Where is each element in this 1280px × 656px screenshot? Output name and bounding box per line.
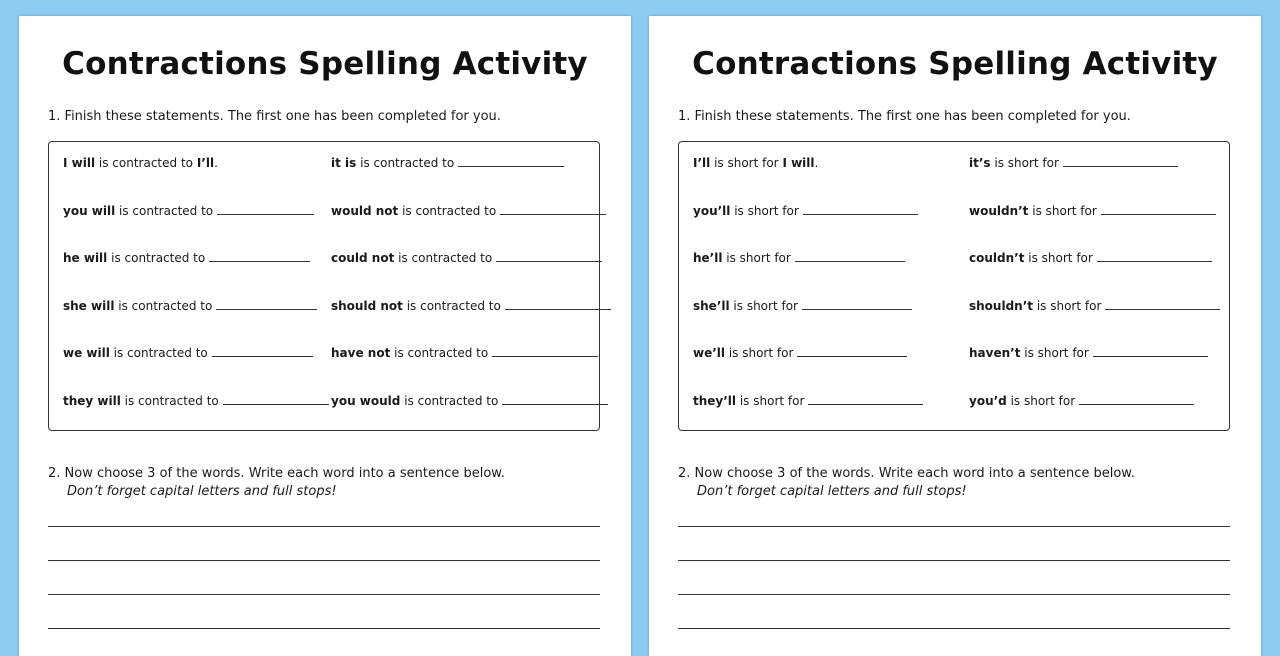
contraction-word: wouldn’t <box>969 203 1029 218</box>
contraction-word: would not <box>331 203 399 218</box>
contraction-word: he will <box>63 251 108 265</box>
statement-text: is short for <box>736 393 805 408</box>
answer-blank[interactable] <box>217 213 314 215</box>
contraction-word: we will <box>63 346 110 360</box>
statement-left <box>693 251 905 265</box>
answer-blank[interactable] <box>505 308 611 310</box>
statement-text: is contracted to <box>107 251 206 265</box>
statement-left <box>63 251 310 265</box>
worksheet-contracted <box>19 16 631 656</box>
question-1-instruction: 1. Finish these statements. The first one has been completed for you. <box>48 109 501 124</box>
statement-text: is contracted to <box>400 393 499 408</box>
statement-left <box>693 299 912 313</box>
question-2 <box>678 465 1135 501</box>
statement-right <box>331 204 606 218</box>
statement-right <box>331 156 564 170</box>
contraction-word: I will <box>63 156 96 170</box>
statement-text: is short for <box>1006 393 1076 408</box>
contraction-word: she will <box>63 298 115 313</box>
writing-line[interactable] <box>48 594 600 595</box>
answer-blank[interactable] <box>1105 308 1220 310</box>
statement-right <box>969 251 1212 265</box>
statement-text: is contracted to <box>95 156 197 170</box>
answer-blank[interactable] <box>502 403 608 405</box>
answer-blank[interactable] <box>216 308 317 310</box>
statement-text: is short for <box>710 156 783 170</box>
statement-tail: . <box>214 156 218 170</box>
statement-tail: . <box>814 156 819 170</box>
writing-line[interactable] <box>678 560 1230 561</box>
contraction-word: they’ll <box>693 393 737 408</box>
statement-right <box>969 346 1208 360</box>
answer-blank[interactable] <box>1097 260 1212 262</box>
statement-right <box>969 299 1220 313</box>
statement-left <box>63 204 314 218</box>
answer-blank[interactable] <box>803 213 918 215</box>
writing-line[interactable] <box>48 560 600 561</box>
statement-text: is contracted to <box>109 346 208 360</box>
statement-right <box>331 346 598 360</box>
contraction-word: you will <box>63 203 116 218</box>
answer-blank[interactable] <box>500 213 606 215</box>
question-2-instruction: 2. Now choose 3 of the words. Write each word into a sentence below. <box>48 466 505 481</box>
contraction-word: they will <box>63 393 121 408</box>
contraction-word: it’s <box>969 156 991 170</box>
statement-left <box>693 394 923 408</box>
statement-text: is short for <box>1020 346 1089 360</box>
question-2-instruction: 2. Now choose 3 of the words. Write each word into a sentence below. <box>678 466 1135 481</box>
statement-text: is contracted to <box>402 298 501 313</box>
answer-blank[interactable] <box>209 260 310 262</box>
question-2-note: Don’t forget capital letters and full stops! <box>697 484 967 499</box>
statement-text: is short for <box>730 203 799 218</box>
statement-text: is short for <box>729 298 798 313</box>
contraction-word: could not <box>331 251 395 265</box>
statement-left <box>693 346 907 360</box>
worksheet-title: Contractions Spelling Activity <box>692 46 1218 82</box>
contraction-word: couldn’t <box>969 251 1025 265</box>
answer-blank[interactable] <box>223 403 329 405</box>
statement-right <box>331 394 608 408</box>
writing-line[interactable] <box>678 526 1230 527</box>
statement-text: is short for <box>725 346 794 360</box>
contraction-word: haven’t <box>969 346 1021 360</box>
statement-text: is contracted to <box>398 203 497 218</box>
question-1-instruction: 1. Finish these statements. The first one has been completed for you. <box>678 109 1131 124</box>
answer-blank[interactable] <box>802 308 912 310</box>
contraction-word: it is <box>331 156 357 170</box>
statement-text: is short for <box>1028 203 1097 218</box>
contraction-word: should not <box>331 298 403 313</box>
statement-left <box>693 156 818 170</box>
writing-line[interactable] <box>48 526 600 527</box>
contraction-word: we’ll <box>693 346 726 360</box>
statement-left <box>63 346 313 360</box>
example-answer: I will <box>782 156 815 170</box>
example-answer: I’ll <box>196 156 215 170</box>
statement-text: is contracted to <box>120 393 219 408</box>
answer-blank[interactable] <box>808 403 923 405</box>
statement-text: is contracted to <box>356 156 455 170</box>
writing-line[interactable] <box>678 594 1230 595</box>
contraction-word: you’d <box>969 393 1007 408</box>
answer-blank[interactable] <box>1093 355 1208 357</box>
statement-right <box>969 156 1178 170</box>
statement-right <box>331 251 602 265</box>
answer-blank[interactable] <box>496 260 602 262</box>
statements-box <box>678 141 1230 431</box>
statement-left <box>693 204 918 218</box>
answer-blank[interactable] <box>492 355 598 357</box>
statement-left <box>63 299 317 313</box>
statement-text: is contracted to <box>394 251 493 265</box>
statement-text: is contracted to <box>114 298 213 313</box>
answer-blank[interactable] <box>797 355 907 357</box>
contraction-word: you would <box>331 393 401 408</box>
answer-blank[interactable] <box>1101 213 1216 215</box>
answer-blank[interactable] <box>1063 165 1178 167</box>
statement-text: is short for <box>1024 251 1093 265</box>
question-2 <box>48 465 505 501</box>
statement-right <box>331 299 611 313</box>
statement-left <box>63 156 218 170</box>
statement-text: is contracted to <box>115 203 214 218</box>
question-2-note: Don’t forget capital letters and full stops! <box>67 484 337 499</box>
statement-text: is short for <box>1033 298 1102 313</box>
contraction-word: I’ll <box>693 156 711 170</box>
statement-text: is short for <box>990 156 1059 170</box>
writing-line[interactable] <box>678 628 1230 629</box>
statement-text: is short for <box>722 251 791 265</box>
contraction-word: have not <box>331 346 391 360</box>
worksheet-title: Contractions Spelling Activity <box>62 46 588 82</box>
contraction-word: he’ll <box>693 251 723 265</box>
statement-right <box>969 204 1216 218</box>
statements-box <box>48 141 600 431</box>
contraction-word: you’ll <box>693 203 731 218</box>
writing-line[interactable] <box>48 628 600 629</box>
statement-right <box>969 394 1194 408</box>
answer-blank[interactable] <box>1079 403 1194 405</box>
statement-left <box>63 394 329 408</box>
answer-blank[interactable] <box>212 355 313 357</box>
worksheet-short-for <box>649 16 1261 656</box>
contraction-word: she’ll <box>693 298 730 313</box>
answer-blank[interactable] <box>458 165 564 167</box>
answer-blank[interactable] <box>795 260 905 262</box>
statement-text: is contracted to <box>390 346 489 360</box>
contraction-word: shouldn’t <box>969 298 1034 313</box>
